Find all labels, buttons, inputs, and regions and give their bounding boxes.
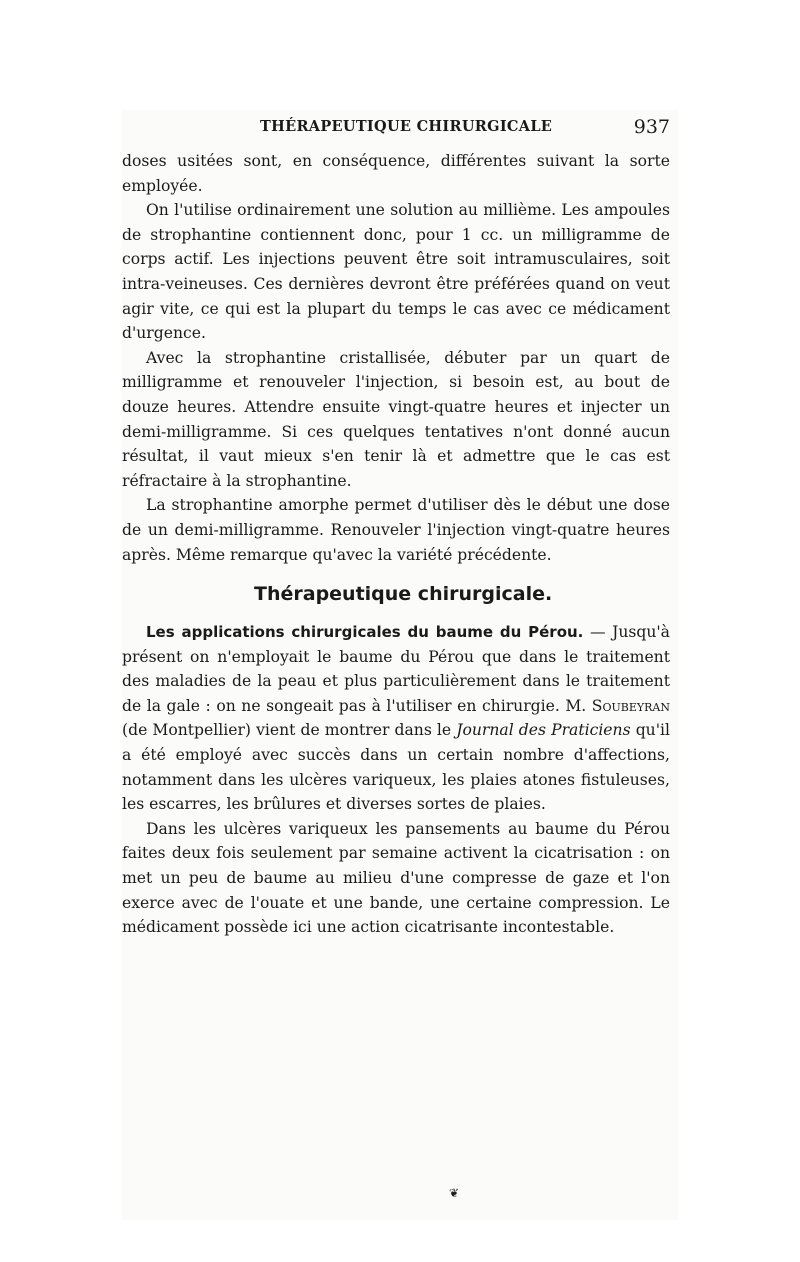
author-name: Soubeyran <box>591 696 670 715</box>
paragraph-dosage: On l'utilise ordinairement une solution au millième. Les ampoules de strophantine contiennent donc, pour 1 cc. un milligramme de corps actif. Les injections peuvent être soit intramusculaires, soit intra-veineuses. Ces dernières devront être préférées quand on veut agir vite, ce qui est la plupart du temps le cas avec ce médicament d'urgence. <box>122 201 670 343</box>
footer-ornament: ❦ <box>449 1186 460 1200</box>
running-head <box>122 110 670 140</box>
article-intro: — Jusqu'à présent on n'employait le baume du Pérou que dans le traitement des maladies de la peau et plus particulièrement dans le traitement de la gale : on ne songeait pas à l'utiliser en chirurgie. M. <box>122 623 670 715</box>
paragraph-amorphous: La strophantine amorphe permet d'utiliser dès le début une dose de un demi-milligramme. Renouveler l'injection vingt-quatre heures après. Même remarque qu'avec la variété précédente. <box>122 496 670 564</box>
body-text <box>122 149 670 940</box>
section-heading: Thérapeutique chirurgicale. <box>254 583 553 606</box>
page-number: 937 <box>633 116 670 138</box>
journal-name: Journal des Praticiens <box>456 721 631 740</box>
article-end: qu'il a été employé avec succès dans un certain nombre d'affections, notamment dans les ulcères variqueux, les plaies atones fistuleuses, les escarres, les brûlures et diverses sortes de plaies. <box>122 721 670 814</box>
running-title: THÉRAPEUTIQUE CHIRURGICALE <box>260 118 553 135</box>
paragraph-crystallized: Avec la strophantine cristallisée, débuter par un quart de milligramme et renouveler l'injection, si besoin est, au bout de douze heures. Attendre ensuite vingt-quatre heures et injecter un demi-milligramme. Si ces quelques tentatives n'ont donné aucun résultat, il vaut mieux s'en tenir là et admettre que le cas est réfractaire à la strophantine. <box>122 348 670 490</box>
paragraph-peru-balsam <box>122 620 670 817</box>
book-page <box>122 110 678 1220</box>
article-mid: (de Montpellier) vient de montrer dans le <box>122 721 452 740</box>
paragraph-varicose-ulcers: Dans les ulcères variqueux les pansements au baume du Pérou faites deux fois seulement par semaine activent la cicatrisation : on met un peu de baume au milieu d'une compresse de gaze et l'on exerce avec de l'ouate et une bande, une certaine compression. Le médicament possède ici une action cicatrisante incontestable. <box>122 819 670 937</box>
paragraph-continuation: doses usitées sont, en conséquence, différentes suivant la sorte employée. <box>122 152 670 195</box>
article-title: Les applications chirurgicales du baume du Pérou. <box>146 623 584 642</box>
